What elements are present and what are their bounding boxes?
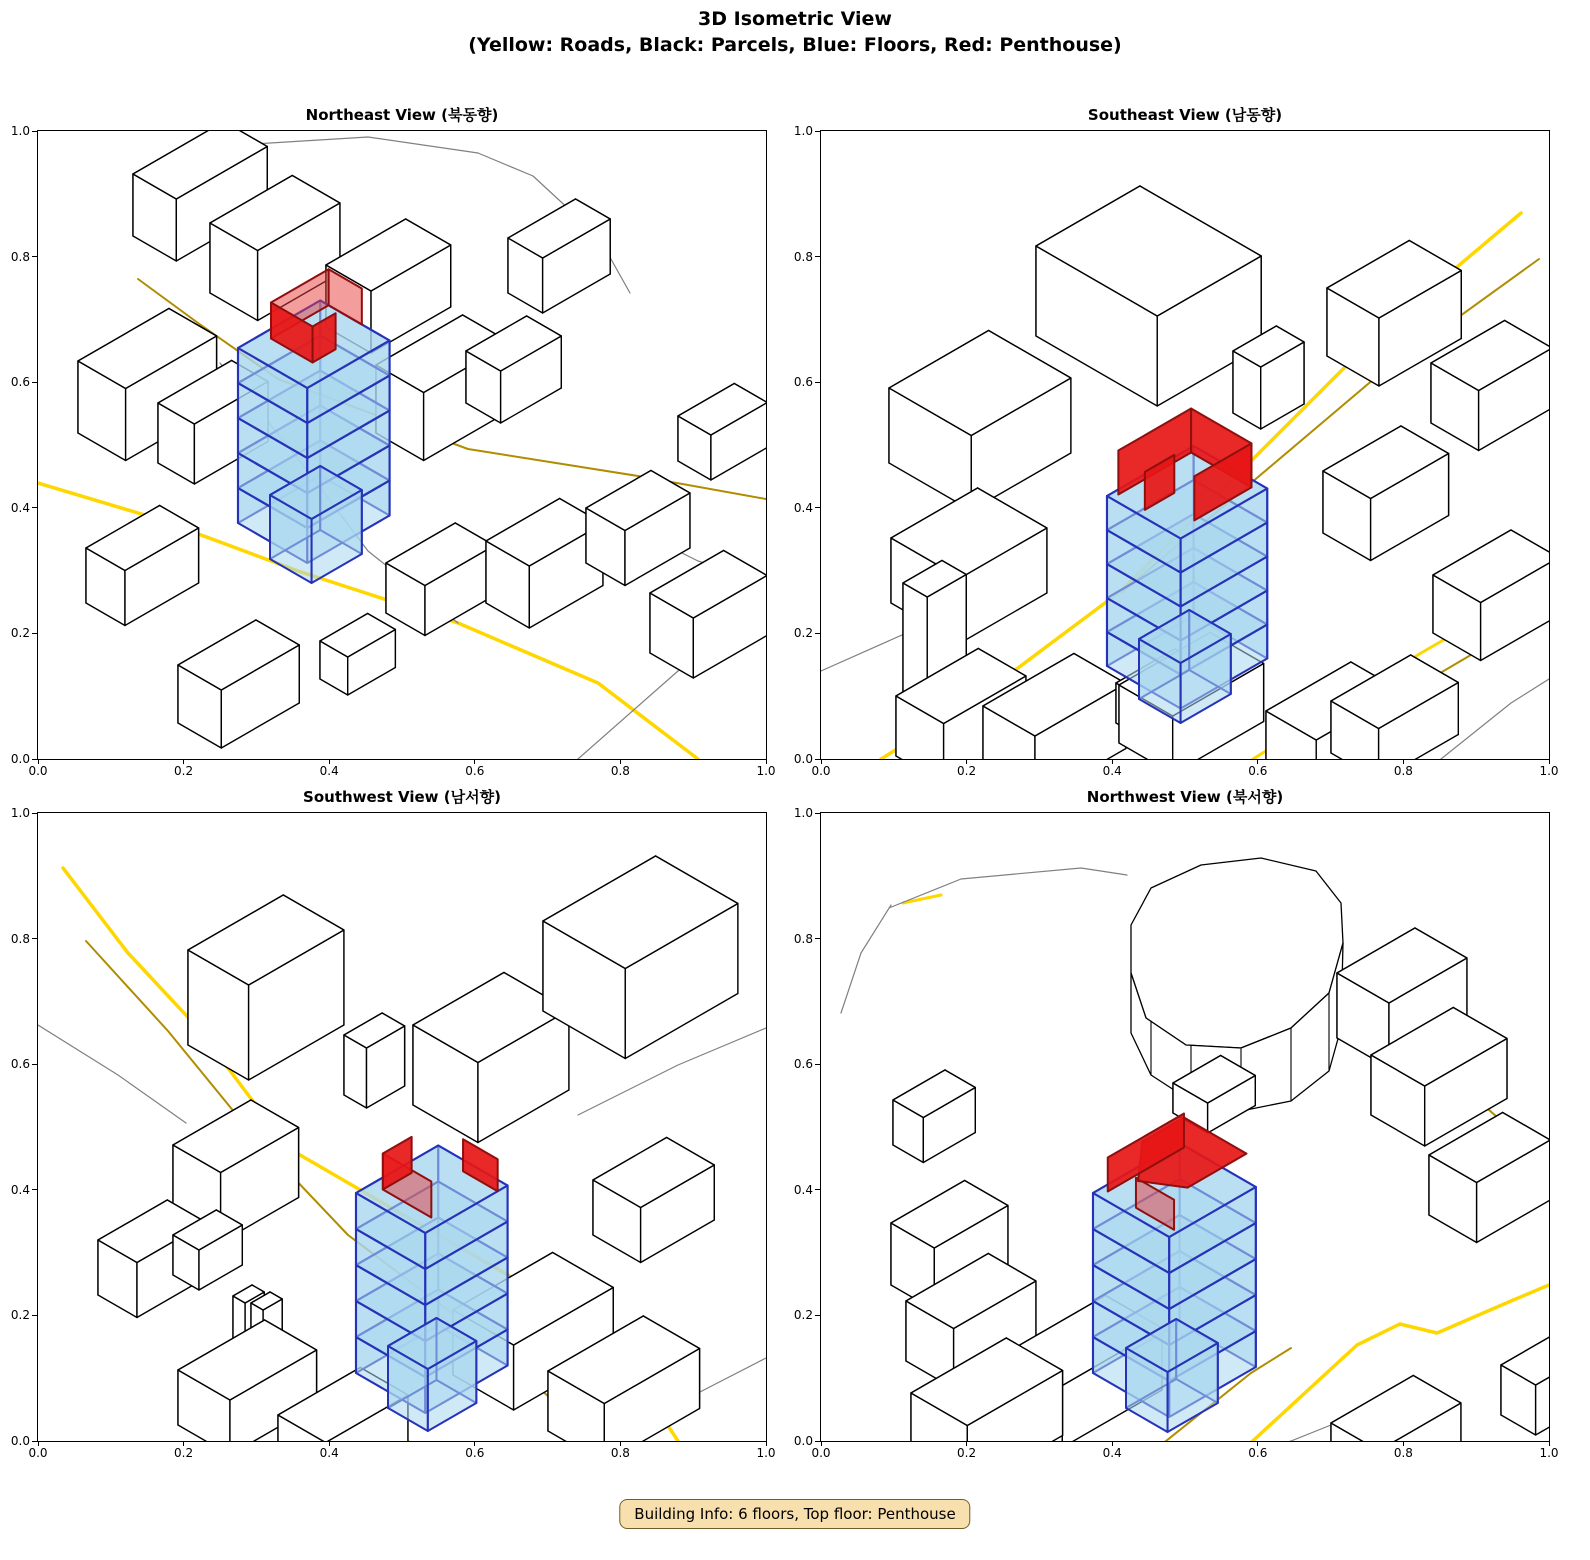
y-tick-label: 0.4 [793,500,813,515]
southeast-view-canvas [821,131,1549,759]
y-tick-label: 0.6 [10,1057,30,1072]
x-tick-label: 0.4 [1102,764,1122,778]
y-tick-label: 0.8 [793,931,813,946]
x-tick-label: 0.2 [957,1446,977,1460]
y-tick-mark [32,1315,37,1316]
y-tick-mark [32,507,37,508]
subplot-southwest [10,788,776,1460]
y-tick-label: 0.2 [10,626,30,641]
y-tick-label: 0.8 [10,249,30,264]
y-tick-mark [32,633,37,634]
x-tick-label: 0.0 [28,1446,48,1460]
southwest-view-canvas [38,813,766,1441]
figure-subtitle: (Yellow: Roads, Black: Parcels, Blue: Floors, Red: Penthouse) [468,34,1122,56]
y-tick-mark [815,507,820,508]
figure-title: 3D Isometric View [698,8,892,30]
y-tick-label: 1.0 [10,124,30,138]
y-tick-label: 0.2 [793,626,813,641]
x-tick-label: 0.2 [174,1446,194,1460]
subplot-title-southwest: Southwest View (남서향) [303,788,501,806]
y-tick-mark [815,131,820,132]
y-tick-mark [815,1315,820,1316]
y-tick-mark [815,382,820,383]
x-tick-label: 1.0 [1539,764,1559,778]
y-tick-mark [815,813,820,814]
x-tick-label: 1.0 [1539,1446,1559,1460]
y-tick-mark [815,256,820,257]
x-tick-label: 0.2 [174,764,194,778]
x-tick-label: 1.0 [756,764,776,778]
y-tick-mark [32,131,37,132]
x-tick-label: 0.4 [319,764,339,778]
y-tick-label: 0.2 [793,1308,813,1323]
y-tick-mark [815,1064,820,1065]
y-tick-label: 0.4 [10,1182,30,1197]
building-info-badge: Building Info: 6 floors, Top floor: Penthouse [619,1499,970,1529]
y-tick-label: 1.0 [793,806,813,820]
y-tick-mark [32,759,37,760]
y-tick-mark [815,1189,820,1190]
y-tick-label: 0.0 [793,1434,813,1448]
y-tick-mark [815,1441,820,1442]
x-tick-label: 0.8 [1393,764,1413,778]
y-tick-mark [32,382,37,383]
x-tick-label: 0.4 [1102,1446,1122,1460]
y-tick-mark [32,256,37,257]
y-tick-label: 0.0 [10,1434,30,1448]
x-tick-label: 0.6 [465,1446,485,1460]
y-tick-label: 0.4 [10,500,30,515]
y-tick-label: 1.0 [10,806,30,820]
northeast-view-canvas [38,131,766,759]
subplot-title-northwest: Northwest View (북서향) [1086,788,1284,806]
y-tick-label: 0.0 [793,752,813,766]
x-tick-label: 0.6 [465,764,485,778]
x-tick-label: 0.6 [1248,764,1268,778]
subplot-title-northeast: Northeast View (북동향) [305,106,499,124]
y-tick-label: 0.6 [793,375,813,390]
y-tick-mark [32,1441,37,1442]
x-tick-label: 0.0 [811,764,831,778]
x-tick-label: 0.8 [1393,1446,1413,1460]
y-tick-label: 1.0 [793,124,813,138]
y-tick-label: 0.6 [10,375,30,390]
x-tick-label: 0.0 [811,1446,831,1460]
y-tick-label: 0.2 [10,1308,30,1323]
y-tick-mark [32,813,37,814]
y-tick-label: 0.0 [10,752,30,766]
x-tick-label: 1.0 [756,1446,776,1460]
subplot-northwest [793,788,1559,1460]
x-tick-label: 0.6 [1248,1446,1268,1460]
x-tick-label: 0.0 [28,764,48,778]
y-tick-mark [815,938,820,939]
y-tick-mark [32,1064,37,1065]
y-tick-mark [32,938,37,939]
subplot-title-southeast: Southeast View (남동향) [1087,106,1283,124]
x-tick-label: 0.4 [319,1446,339,1460]
y-tick-label: 0.8 [793,249,813,264]
y-tick-mark [815,633,820,634]
y-tick-label: 0.6 [793,1057,813,1072]
x-tick-label: 0.2 [957,764,977,778]
y-tick-mark [815,759,820,760]
y-tick-mark [32,1189,37,1190]
x-tick-label: 0.8 [610,764,630,778]
subplot-northeast [10,106,776,778]
x-tick-label: 0.8 [610,1446,630,1460]
y-tick-label: 0.8 [10,931,30,946]
subplot-southeast [793,106,1559,778]
northwest-view-canvas [821,813,1549,1441]
y-tick-label: 0.4 [793,1182,813,1197]
